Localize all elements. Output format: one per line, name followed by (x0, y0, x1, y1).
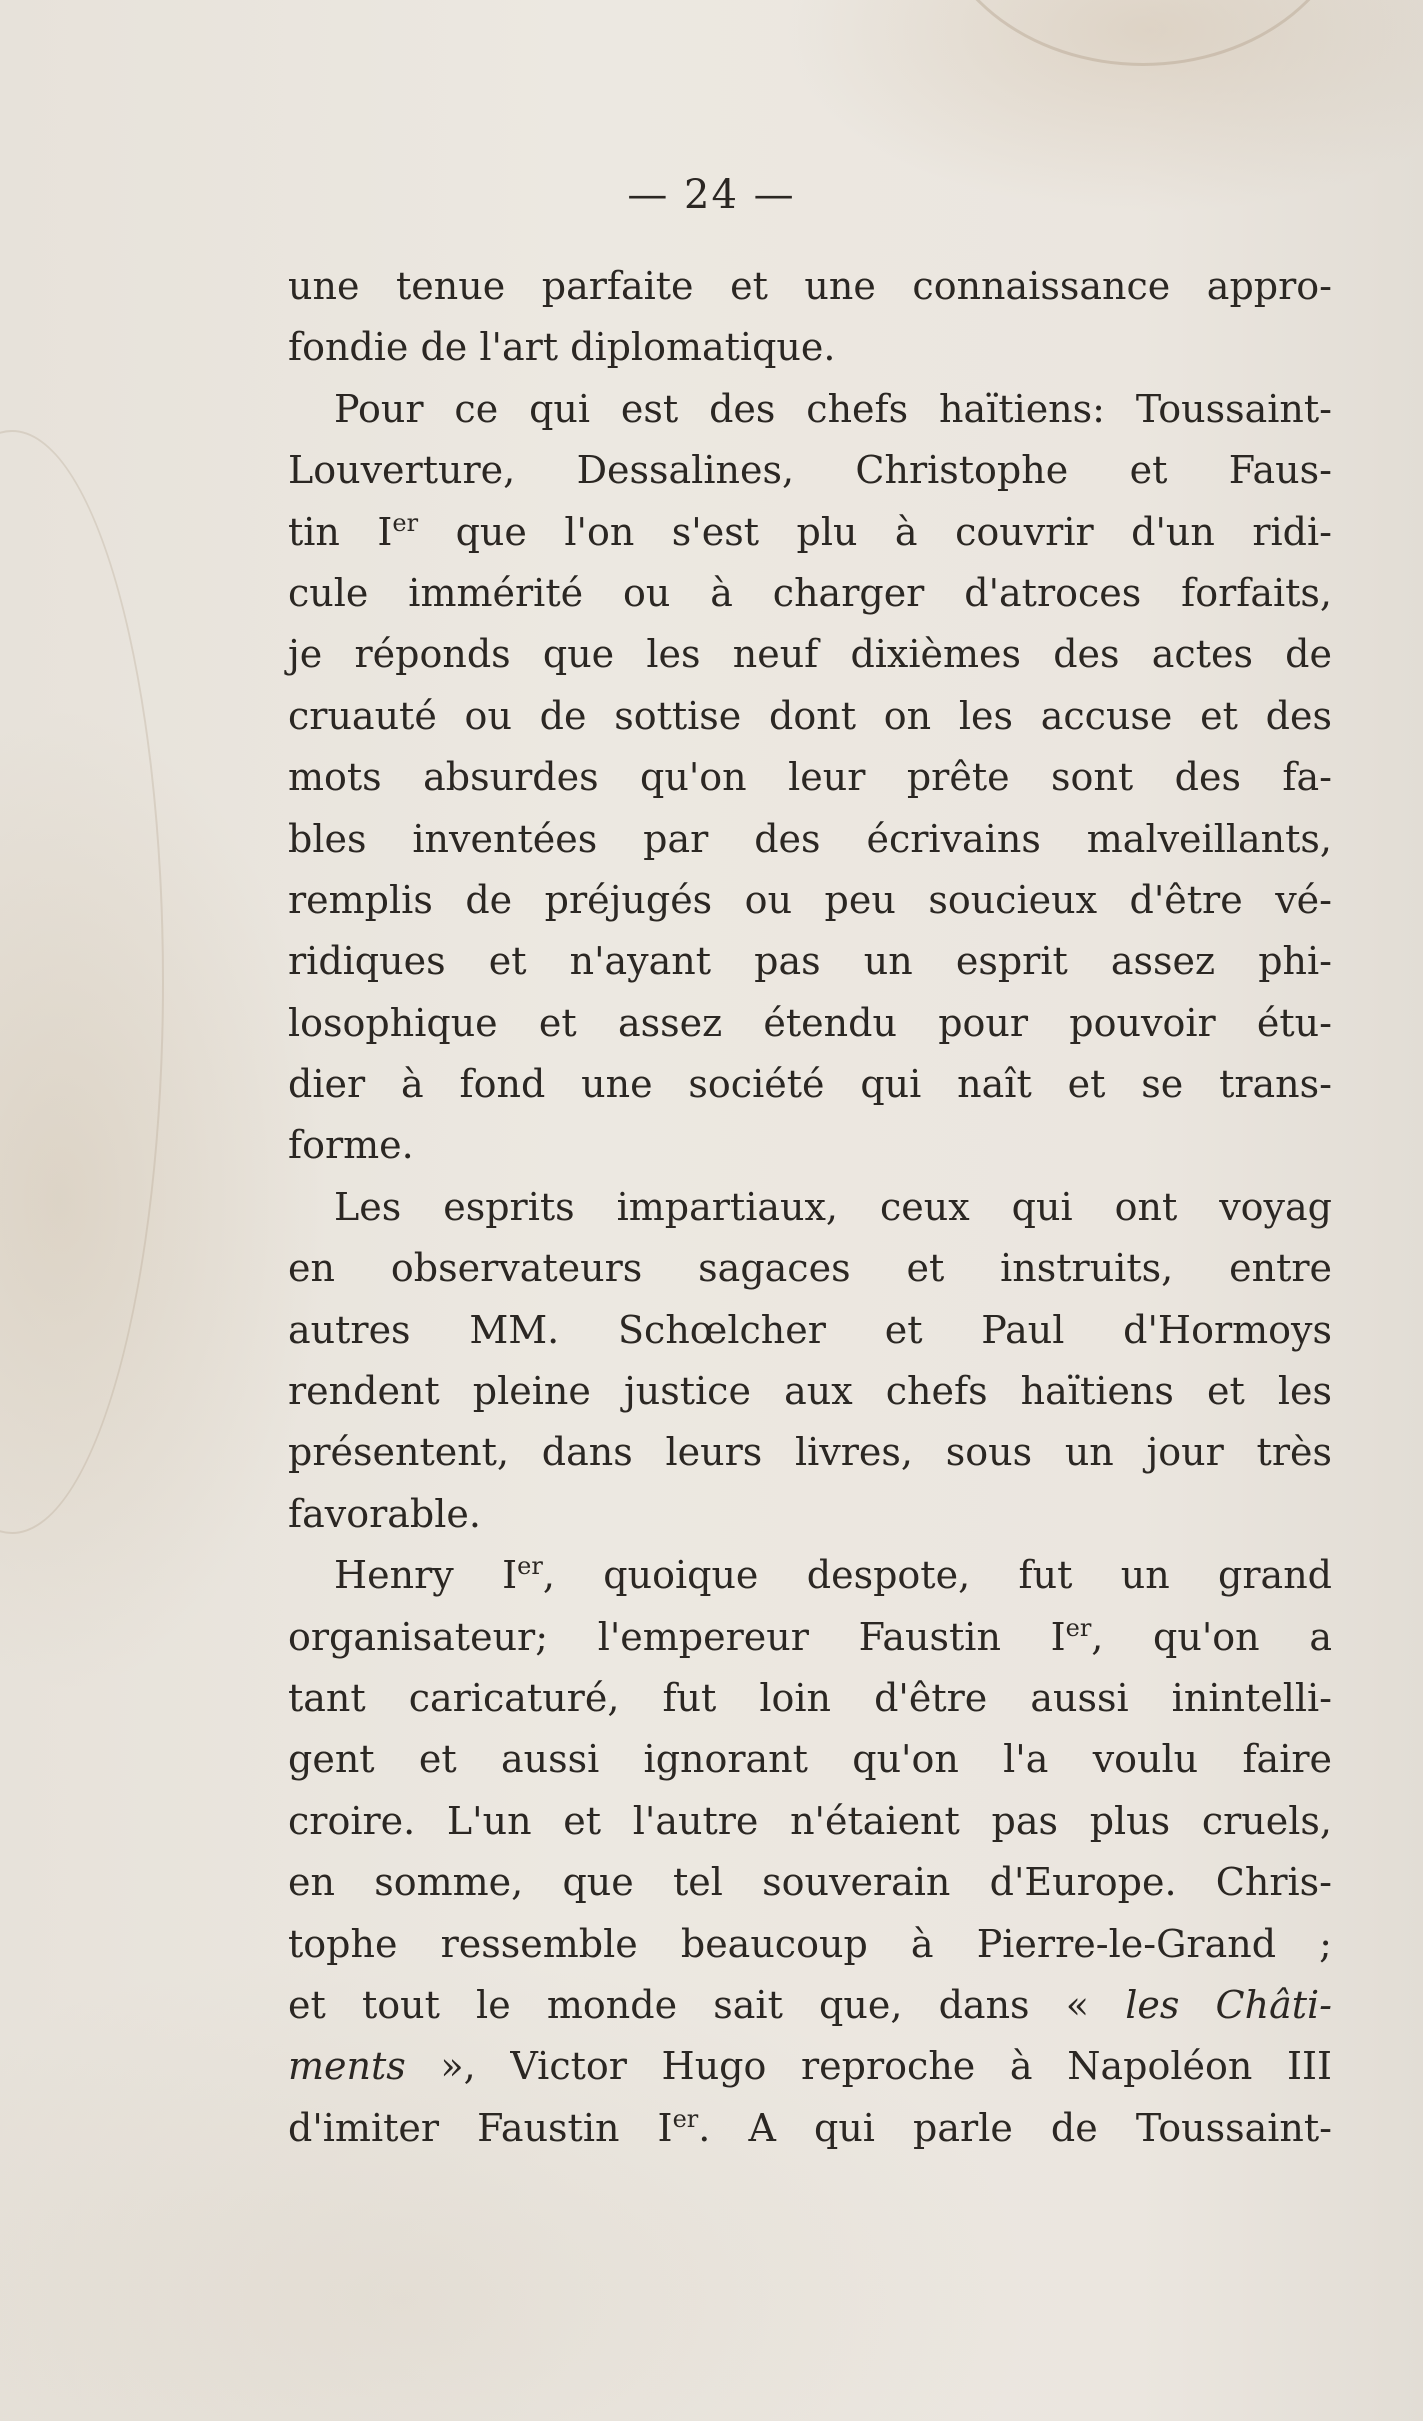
text-line (288, 317, 1332, 378)
text-segment: tin I (288, 509, 393, 554)
text-line (288, 1177, 1332, 1238)
text-segment: Les esprits impartiaux, ceux qui ont voyag (334, 1184, 1332, 1229)
text-line (288, 809, 1332, 870)
text-segment: tophe ressemble beaucoup à Pierre-le-Grand ; (288, 1921, 1332, 1966)
text-line (288, 2036, 1332, 2097)
text-line (288, 1054, 1332, 1115)
text-segment: en observateurs sagaces et instruits, entre (288, 1246, 1332, 1291)
text-segment: autres MM. Schœlcher et Paul d'Hormoys (288, 1307, 1332, 1352)
superscript: er (672, 2104, 699, 2133)
text-line (288, 1422, 1332, 1483)
text-line (288, 1115, 1332, 1176)
text-line (288, 563, 1332, 624)
text-segment: mots absurdes qu'on leur prête sont des fa- (288, 755, 1332, 800)
text-line (288, 1914, 1332, 1975)
text-line (288, 1484, 1332, 1545)
text-segment: d'imiter Faustin I (288, 2105, 673, 2150)
text-segment: », Victor Hugo reproche à Napoléon III (405, 2044, 1332, 2089)
text-line (288, 1975, 1332, 2036)
text-line (288, 2098, 1332, 2159)
superscript: er (1065, 1613, 1092, 1642)
text-segment: organisateur; l'empereur Faustin I (288, 1614, 1066, 1659)
text-segment: remplis de préjugés ou peu soucieux d'être vé- (288, 877, 1332, 922)
text-segment: et tout le monde sait que, dans « (288, 1982, 1126, 2027)
text-line (288, 1545, 1332, 1606)
text-segment: fondie de l'art diplomatique. (288, 325, 836, 370)
text-segment: losophique et assez étendu pour pouvoir étu- (288, 1000, 1332, 1045)
italic-text: les Châti- (1125, 1982, 1332, 2027)
text-segment: rendent pleine justice aux chefs haïtiens et les (288, 1369, 1332, 1414)
text-line (288, 379, 1332, 440)
text-line (288, 870, 1332, 931)
text-segment: Henry I (334, 1553, 518, 1598)
superscript: er (517, 1552, 543, 1581)
text-segment: , qu'on a (1091, 1614, 1332, 1659)
text-line (288, 502, 1332, 563)
text-line (288, 1668, 1332, 1729)
text-segment: tant caricaturé, fut loin d'être aussi inintelli- (288, 1675, 1332, 1720)
text-segment: présentent, dans leurs livres, sous un jour très (288, 1430, 1332, 1475)
text-segment: cule immérité ou à charger d'atroces forfaits, (288, 570, 1332, 615)
text-segment: cruauté ou de sottise dont on les accuse et des (288, 693, 1332, 738)
text-line (288, 440, 1332, 501)
text-segment: Pour ce qui est des chefs haïtiens: Toussaint- (334, 386, 1332, 431)
text-segment: gent et aussi ignorant qu'on l'a voulu faire (288, 1737, 1332, 1782)
text-line (288, 624, 1332, 685)
text-segment: je réponds que les neuf dixièmes des actes de (288, 632, 1332, 677)
text-line (288, 1791, 1332, 1852)
text-line (288, 686, 1332, 747)
page-number: — 24 — (627, 172, 796, 218)
text-segment: bles inventées par des écrivains malveillants, (288, 816, 1332, 861)
text-segment: dier à fond une société qui naît et se trans- (288, 1062, 1332, 1107)
text-line (288, 1238, 1332, 1299)
water-stain (930, 0, 1356, 66)
text-segment: ridiques et n'ayant pas un esprit assez phi- (288, 939, 1332, 984)
text-segment: Louverture, Dessalines, Christophe et Faus- (288, 448, 1332, 493)
italic-text: ments (288, 2044, 406, 2089)
text-line (288, 256, 1332, 317)
water-stain (0, 430, 164, 1534)
text-line (288, 1729, 1332, 1790)
superscript: er (392, 508, 419, 537)
text-segment: . A qui parle de Toussaint- (698, 2105, 1332, 2150)
text-line (288, 1607, 1332, 1668)
text-line (288, 993, 1332, 1054)
text-segment: en somme, que tel souverain d'Europe. Chris- (288, 1860, 1332, 1905)
text-line (288, 1852, 1332, 1913)
text-segment: favorable. (288, 1491, 481, 1536)
text-segment: que l'on s'est plu à couvrir d'un ridi- (418, 509, 1332, 554)
text-segment: , quoique despote, fut un grand (542, 1553, 1332, 1598)
text-line (288, 1300, 1332, 1361)
text-segment: forme. (288, 1123, 414, 1168)
text-segment: une tenue parfaite et une connaissance appro- (288, 264, 1332, 308)
text-line (288, 931, 1332, 992)
body-text (288, 256, 1332, 2159)
text-line (288, 1361, 1332, 1422)
text-segment: croire. L'un et l'autre n'étaient pas plus cruels, (288, 1798, 1332, 1843)
text-line (288, 747, 1332, 808)
